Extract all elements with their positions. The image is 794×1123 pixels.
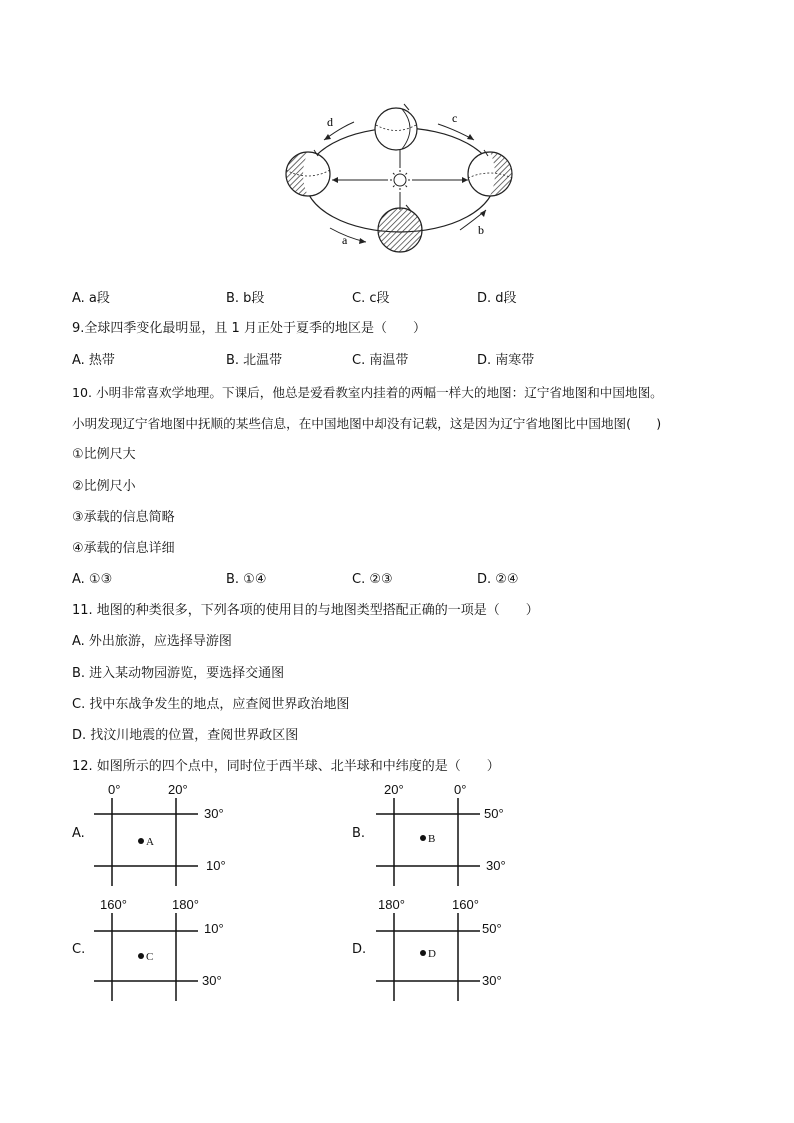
grid-b-top-left: 20° (384, 782, 404, 797)
q10-stem-line2: 小明发现辽宁省地图中抚顺的某些信息，在中国地图中却没有记载，这是因为辽宁省地图比中国地图( ) (72, 416, 662, 431)
q8-option-b[interactable]: B. b段 (226, 291, 265, 306)
q9-option-a[interactable]: A. 热带 (72, 353, 115, 368)
q10-statement-4: ④承载的信息详细 (72, 541, 175, 556)
grid-a-right-bottom: 10° (206, 858, 226, 873)
grid-b-top-right: 0° (454, 782, 467, 797)
q10-option-c[interactable]: C. ②③ (352, 572, 393, 587)
q9-option-d[interactable]: D. 南寒带 (477, 353, 535, 368)
globe-bottom (378, 205, 422, 252)
q12-option-a[interactable]: A. (72, 826, 85, 841)
grid-b-right-bottom: 30° (486, 858, 506, 873)
q10-stem-line1: 10. 小明非常喜欢学地理。下课后，他总是爱看教室内挂着的两幅一样大的地图：辽宁省地图和中国地图。 (72, 385, 663, 400)
q12-option-b[interactable]: B. (352, 826, 366, 841)
q11-option-d[interactable]: D. 找汶川地震的位置，查阅世界政区图 (72, 728, 299, 743)
q11-option-c[interactable]: C. 找中东战争发生的地点，应查阅世界政治地图 (72, 697, 350, 712)
q9-option-c[interactable]: C. 南温带 (352, 353, 409, 368)
grid-a-top-left: 0° (108, 782, 121, 797)
point-c-label: C (146, 951, 154, 963)
q9-option-b[interactable]: B. 北温带 (226, 353, 283, 368)
grid-c-right-top: 10° (204, 921, 224, 936)
grid-a-right-top: 30° (204, 806, 224, 821)
q10-option-d[interactable]: D. ②④ (477, 572, 519, 587)
grid-d-top-left: 180° (378, 897, 405, 912)
earth-orbit-figure (270, 92, 530, 262)
globe-left (286, 150, 330, 196)
orbit-label-b: b (478, 223, 484, 237)
q12-option-c[interactable]: C. (72, 942, 86, 957)
point-d-label: D (428, 948, 436, 960)
grid-d-right-bottom: 30° (482, 973, 502, 988)
q9-stem: 9.全球四季变化最明显，且 1 月正处于夏季的地区是（ ） (72, 321, 426, 336)
q10-statement-3: ③承载的信息简略 (72, 510, 175, 525)
q8-option-a[interactable]: A. a段 (72, 291, 110, 306)
globe-right (468, 150, 512, 196)
q8-option-d[interactable]: D. d段 (477, 291, 517, 306)
q12-option-d[interactable]: D. (352, 942, 367, 957)
orbit-label-d: d (327, 115, 333, 129)
orbit-label-a: a (342, 233, 348, 247)
orbit-label-c: c (452, 111, 458, 125)
grid-c-top-left: 160° (100, 897, 127, 912)
grid-c-top-right: 180° (172, 897, 199, 912)
grid-c (90, 895, 250, 1005)
q10-statement-1: ①比例尺大 (72, 447, 136, 462)
globe-top (375, 104, 417, 150)
grid-c-right-bottom: 30° (202, 973, 222, 988)
grid-b (372, 780, 532, 890)
q10-option-a[interactable]: A. ①③ (72, 572, 113, 587)
grid-a-top-right: 20° (168, 782, 188, 797)
grid-d (372, 895, 532, 1005)
grid-b-right-top: 50° (484, 806, 504, 821)
q12-stem: 12. 如图所示的四个点中，同时位于西半球、北半球和中纬度的是（ ） (72, 759, 500, 774)
point-a-label: A (146, 836, 154, 848)
point-b-label: B (428, 833, 436, 845)
q11-stem: 11. 地图的种类很多，下列各项的使用目的与地图类型搭配正确的一项是（ ） (72, 603, 539, 618)
q10-statement-2: ②比例尺小 (72, 479, 136, 494)
sun-icon (390, 170, 410, 190)
q11-option-a[interactable]: A. 外出旅游，应选择导游图 (72, 634, 232, 649)
q8-option-c[interactable]: C. c段 (352, 291, 390, 306)
grid-d-top-right: 160° (452, 897, 479, 912)
grid-a (90, 780, 250, 890)
q10-option-b[interactable]: B. ①④ (226, 572, 267, 587)
q11-option-b[interactable]: B. 进入某动物园游览，要选择交通图 (72, 666, 285, 681)
grid-d-right-top: 50° (482, 921, 502, 936)
